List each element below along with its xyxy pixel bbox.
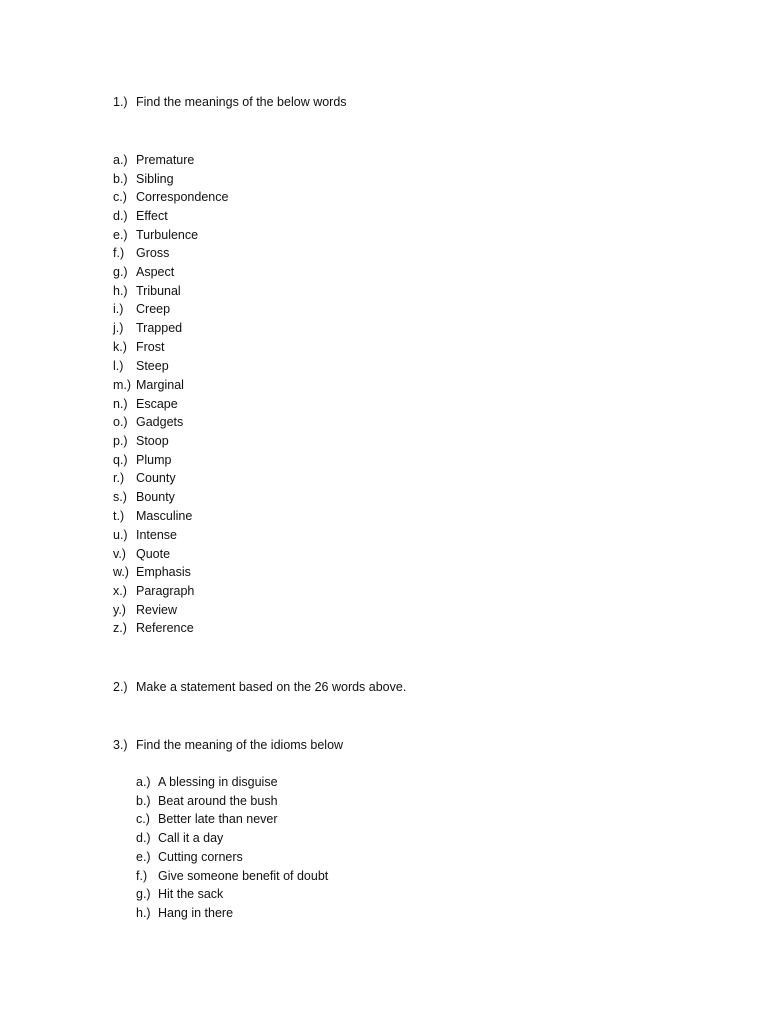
- question-text: Make a statement based on the 26 words above.: [136, 680, 407, 694]
- question-text: Find the meanings of the below words: [136, 95, 347, 109]
- question-text: Find the meaning of the idioms below: [136, 738, 344, 752]
- question-number: 1.): [113, 95, 128, 109]
- question-number: 3.): [113, 738, 128, 752]
- document-page: 1.) Find the meanings of the below words a.) Premature b.) Sibling c.) Correspondence d.) Effect e.) Turbulence f.) Gross g.) Aspect h.) Tribunal i.) Creep j.) Trapped k.) Frost l.) Steep m.) Marginal n.) Escape o.) Gadgets p.) Stoop q.) Plump r.) County s.) Bounty t.) Masculine u.) Intense v.) Quote w.) Emphasis x.) Paragraph y.) Review z.) Reference 2.) Make a statement based on the 26 words above. 3.) Find the meaning of the idioms below a.) A blessing in disguise b.) Beat around the bush c.) Better late than never d.) Call it a day e.) Cutting corners f.) Give someone benefit of doubt g.) Hit the sack h.) Hang in there: [113, 95, 407, 920]
- question-number: 2.): [113, 680, 128, 694]
